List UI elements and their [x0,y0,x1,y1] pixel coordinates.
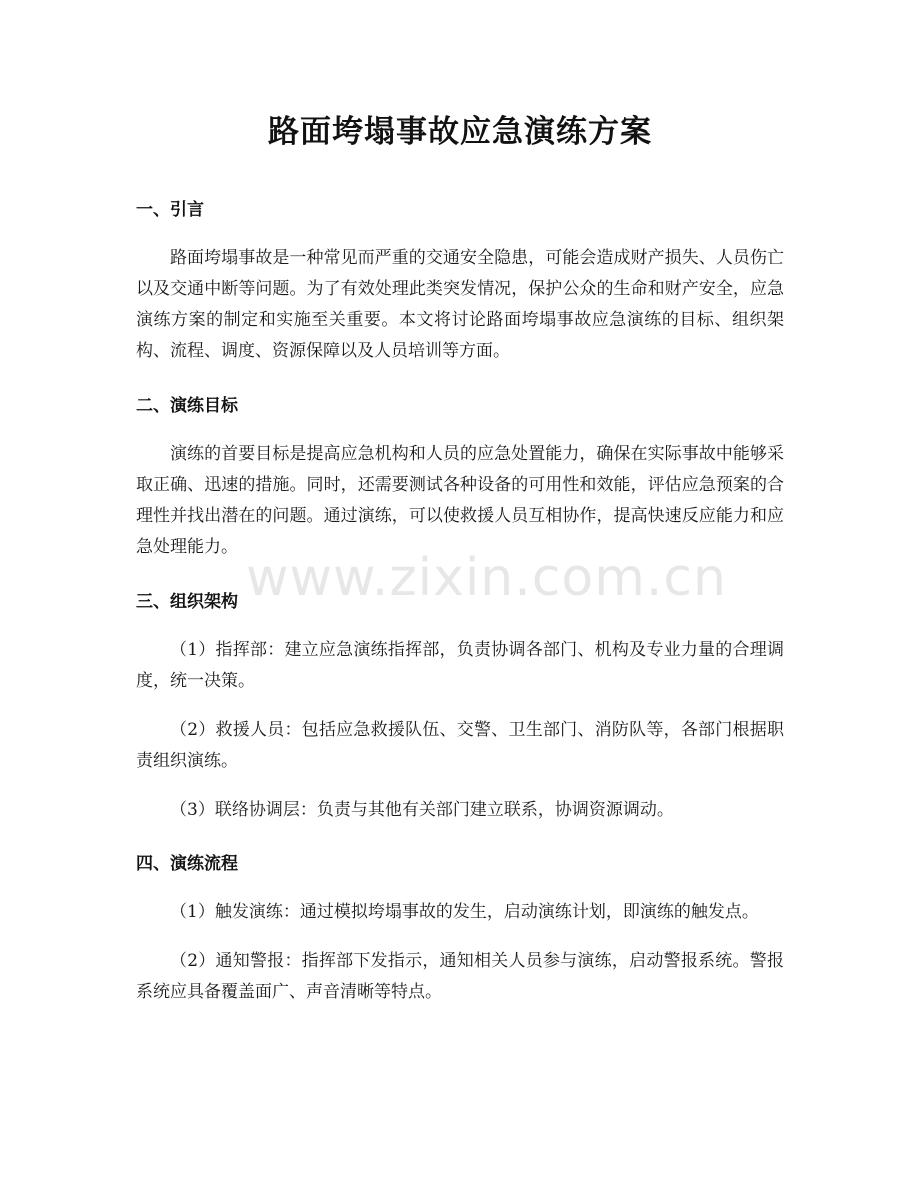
process-item-alert: （2）通知警报：指挥部下发指示，通知相关人员参与演练，启动警报系统。警报系统应具备覆盖面广、声音清晰等特点。 [136,951,784,1002]
organization-item-rescue: （2）救援人员：包括应急救援队伍、交警、卫生部门、消防队等，各部门根据职责组织演练。 [136,720,784,771]
intro-paragraph: 路面垮塌事故是一种常见而严重的交通安全隐患，可能会造成财产损失、人员伤亡以及交通中断等问题。为了有效处理此类突发情况，保护公众的生命和财产安全，应急演练方案的制定和实施至关重要。本文将讨论路面垮塌事故应急演练的目标、组织架构、流程、调度、资源保障以及人员培训等方面。 [136,248,784,361]
goals-paragraph: 演练的首要目标是提高应急机构和人员的应急处置能力，确保在实际事故中能够采取正确、迅速的措施。同时，还需要测试各种设备的可用性和效能，评估应急预案的合理性并找出潜在的问题。通过演练，可以使救援人员互相协作，提高快速反应能力和应急处理能力。 [136,444,784,557]
organization-item-command: （1）指挥部：建立应急演练指挥部，负责协调各部门、机构及专业力量的合理调度，统一决策。 [136,640,784,691]
section-heading-process: 四、演练流程 [136,854,238,874]
process-item-trigger: （1）触发演练：通过模拟垮塌事故的发生，启动演练计划，即演练的触发点。 [170,902,759,922]
watermark-text: www.zixin.com.cn [246,548,727,608]
organization-item-liaison: （3）联络协调层：负责与其他有关部门建立联系，协调资源调动。 [170,800,674,820]
section-heading-organization: 三、组织架构 [136,592,238,612]
section-heading-goals: 二、演练目标 [136,396,238,416]
section-heading-intro: 一、引言 [136,200,204,220]
document-title: 路面垮塌事故应急演练方案 [268,114,652,150]
